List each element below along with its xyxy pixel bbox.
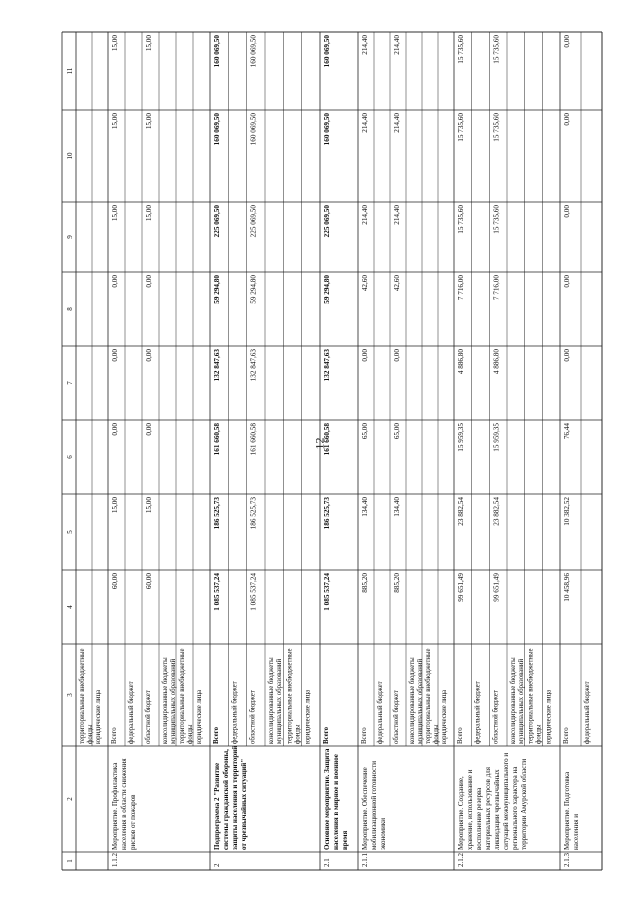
table-rotated-group — [62, 32, 602, 870]
value-cell: 4 886,80 — [457, 349, 465, 375]
value-cell: 7 716,00 — [492, 275, 501, 301]
value-cell: 160 069,50 — [213, 113, 221, 146]
value-cell: 10 458,96 — [563, 573, 571, 602]
value-cell: 225 069,50 — [249, 205, 258, 238]
row-name: Мероприятие. Обеспечение — [361, 767, 369, 850]
row-name: мобилизационной готовности — [370, 760, 378, 850]
row-name: ситуаций межмуниципального и — [502, 752, 510, 850]
column-header: 8 — [66, 307, 74, 311]
value-cell: 59 294,80 — [323, 275, 331, 304]
source-label: Всего — [323, 727, 330, 744]
value-cell: 225 069,50 — [323, 205, 331, 238]
source-label: консолидированные бюджеты — [162, 657, 169, 744]
row-name: регионального характера на — [511, 766, 519, 850]
row-name: территории Амурской области — [520, 758, 528, 850]
value-cell: 15 735,60 — [492, 35, 501, 64]
source-label: муниципальных образований — [170, 658, 177, 744]
row-code: 2.1.3 — [563, 853, 571, 867]
source-label: Всего — [213, 727, 220, 744]
row-code: 1.1.2 — [111, 853, 119, 867]
value-cell: 15 735,60 — [492, 113, 501, 142]
source-label: территориальные внебюджетные — [179, 648, 186, 744]
column-header: 4 — [66, 605, 74, 609]
value-cell: 0,00 — [563, 35, 571, 48]
value-cell: 0,00 — [111, 275, 119, 288]
value-cell: 161 660,58 — [323, 423, 331, 456]
value-cell: 134,40 — [361, 497, 369, 517]
value-cell: 0,00 — [393, 349, 401, 362]
value-cell: 0,00 — [145, 423, 153, 436]
row-name: материальных ресурсов для — [484, 766, 492, 850]
value-cell: 0,00 — [563, 113, 571, 126]
value-cell: 15,00 — [111, 205, 119, 222]
value-cell: 0,00 — [145, 349, 153, 362]
source-label: юридические лица — [304, 689, 312, 744]
row-code: 2.1.2 — [457, 853, 465, 867]
column-header: 6 — [66, 455, 74, 459]
row-name: Основное мероприятие. Защита — [323, 748, 331, 850]
source-label: фонды — [535, 724, 543, 744]
source-label: юридические лица — [196, 689, 203, 744]
value-cell: 0,00 — [361, 349, 369, 362]
source-label: консолидированные бюджеты — [409, 657, 416, 744]
value-cell: 23 882,54 — [492, 497, 501, 526]
row-name: населения и — [572, 814, 580, 850]
value-cell: 160 069,50 — [249, 35, 258, 68]
column-header: 5 — [66, 530, 74, 534]
value-cell: 186 525,73 — [249, 497, 258, 530]
value-cell: 214,40 — [393, 35, 401, 55]
value-cell: 214,40 — [361, 35, 369, 55]
source-label: областной бюджет — [492, 690, 500, 744]
row-name: Мероприятие. Профилактика — [111, 762, 119, 850]
source-label: Всего — [563, 727, 570, 744]
column-header: 11 — [66, 67, 74, 75]
row-name: время — [341, 830, 349, 850]
row-name: Мероприятие. Создание, — [457, 776, 465, 850]
value-cell: 160 069,50 — [249, 113, 258, 146]
source-label: фонды — [87, 724, 94, 744]
value-cell: 15 735,60 — [457, 205, 465, 234]
value-cell: 1 085 537,24 — [213, 573, 221, 611]
value-cell: 0,00 — [563, 349, 571, 362]
source-label: юридические лица — [441, 689, 448, 744]
value-cell: 885,20 — [361, 573, 369, 593]
value-cell: 99 651,49 — [492, 573, 501, 602]
source-label: областной бюджет — [249, 690, 257, 744]
value-cell: 160 069,50 — [323, 35, 331, 68]
source-label: фонды — [433, 724, 440, 744]
value-cell: 1 085 537,24 — [323, 573, 331, 611]
value-cell: 0,00 — [563, 275, 571, 288]
value-cell: 59 294,80 — [213, 275, 221, 304]
row-name: восполнение резерва — [475, 787, 483, 850]
value-cell: 132 847,63 — [213, 349, 221, 382]
value-cell: 225 069,50 — [213, 205, 221, 238]
value-cell: 132 847,63 — [323, 349, 331, 382]
row-name: хранение, использование и — [466, 769, 474, 850]
value-cell: 10 382,52 — [563, 497, 571, 526]
value-cell: 65,00 — [393, 423, 401, 440]
value-cell: 1 085 537,24 — [249, 573, 258, 611]
source-label: федеральный бюджет — [128, 681, 135, 744]
value-cell: 885,20 — [393, 573, 401, 593]
source-label: юридические лица — [95, 689, 102, 744]
value-cell: 186 525,73 — [213, 497, 221, 530]
value-cell: 99 651,49 — [457, 573, 465, 602]
source-label: юридические лица — [545, 689, 553, 744]
value-cell: 59 294,80 — [249, 275, 258, 304]
source-label: территориальные внебюджетные — [79, 648, 86, 744]
value-cell: 0,00 — [111, 423, 119, 436]
source-label: территориальные внебюджетные — [286, 648, 294, 744]
source-label: фонды — [294, 724, 302, 744]
value-cell: 132 847,63 — [249, 349, 258, 382]
source-label: муниципальных образований — [276, 658, 283, 744]
source-label: федеральный бюджет — [377, 681, 384, 744]
source-label: федеральный бюджет — [474, 681, 482, 744]
row-name: населения в области снижения — [120, 758, 128, 850]
source-label: областной бюджет — [145, 690, 152, 744]
source-label: муниципальных образований — [417, 658, 424, 744]
value-cell: 0,00 — [563, 205, 571, 218]
value-cell: 15,00 — [111, 35, 119, 52]
value-cell: 7 716,00 — [457, 275, 465, 301]
value-cell: 0,00 — [145, 275, 153, 288]
source-label: Всего — [457, 727, 464, 744]
row-name: Подпрограмма 2 "Развитие — [213, 762, 221, 850]
value-cell: 23 882,54 — [457, 497, 465, 526]
column-header: 3 — [66, 693, 74, 697]
source-label: территориальные внебюджетные — [425, 648, 432, 744]
row-code: 2.1.1 — [361, 853, 369, 867]
column-header: 1 — [66, 859, 74, 863]
value-cell: 60,00 — [145, 573, 153, 590]
value-cell: 15,00 — [145, 205, 153, 222]
value-cell: 15 959,35 — [457, 423, 465, 452]
value-cell: 65,00 — [361, 423, 369, 440]
value-cell: 15,00 — [111, 113, 119, 130]
row-name: ликвидации чрезвычайных — [493, 769, 501, 850]
value-cell: 214,40 — [393, 205, 401, 225]
value-cell: 15 959,35 — [492, 423, 501, 452]
source-label: Всего — [361, 727, 368, 744]
row-name: экономики — [379, 818, 387, 850]
column-header: 2 — [66, 797, 74, 801]
column-header: 10 — [66, 152, 74, 160]
value-cell: 134,40 — [393, 497, 401, 517]
value-cell: 160 069,50 — [323, 113, 331, 146]
value-cell: 214,40 — [361, 205, 369, 225]
value-cell: 42,60 — [361, 275, 369, 292]
value-cell: 161 660,58 — [213, 423, 221, 456]
row-name: от чрезвычайных ситуаций" — [240, 758, 248, 850]
value-cell: 186 525,73 — [323, 497, 331, 530]
row-name: населения в мирное и военное — [332, 754, 340, 850]
value-cell: 15 735,60 — [492, 205, 501, 234]
value-cell: 161 660,58 — [249, 423, 258, 456]
value-cell: 160 069,50 — [213, 35, 221, 68]
value-cell: 76,44 — [563, 423, 571, 440]
value-cell: 15,00 — [111, 497, 119, 514]
row-name: рисков от пожаров — [129, 794, 137, 850]
row-name: защиты населения и территорий — [231, 745, 239, 850]
source-label: муниципальных образований — [518, 658, 525, 744]
value-cell: 15,00 — [145, 113, 153, 130]
value-cell: 15 735,60 — [457, 35, 465, 64]
value-cell: 15 735,60 — [457, 113, 465, 142]
source-label: консолидированные бюджеты — [268, 657, 275, 744]
source-label: Всего — [111, 727, 118, 744]
value-cell: 15,00 — [145, 35, 153, 52]
source-label: федеральный бюджет — [231, 681, 239, 744]
source-label: федеральный бюджет — [584, 681, 591, 744]
column-header: 7 — [66, 381, 74, 385]
value-cell: 214,40 — [361, 113, 369, 133]
source-label: областной бюджет — [393, 690, 400, 744]
value-cell: 60,00 — [111, 573, 119, 590]
value-cell: 4 886,80 — [492, 349, 501, 375]
source-label: фонды — [187, 724, 194, 744]
value-cell: 0,00 — [111, 349, 119, 362]
row-code: 2 — [213, 863, 221, 867]
source-label: консолидированные бюджеты — [510, 657, 517, 744]
source-label: территориальные внебюджетные — [527, 648, 535, 744]
value-cell: 15,00 — [145, 497, 153, 514]
row-name: Мероприятие. Подготовка — [563, 771, 571, 850]
value-cell: 214,40 — [393, 113, 401, 133]
column-header: 9 — [66, 235, 74, 239]
row-name: системы гражданской обороны, — [222, 749, 230, 850]
page-number: 12 — [312, 437, 327, 450]
row-code: 2.1 — [323, 858, 331, 867]
value-cell: 42,60 — [393, 275, 401, 292]
